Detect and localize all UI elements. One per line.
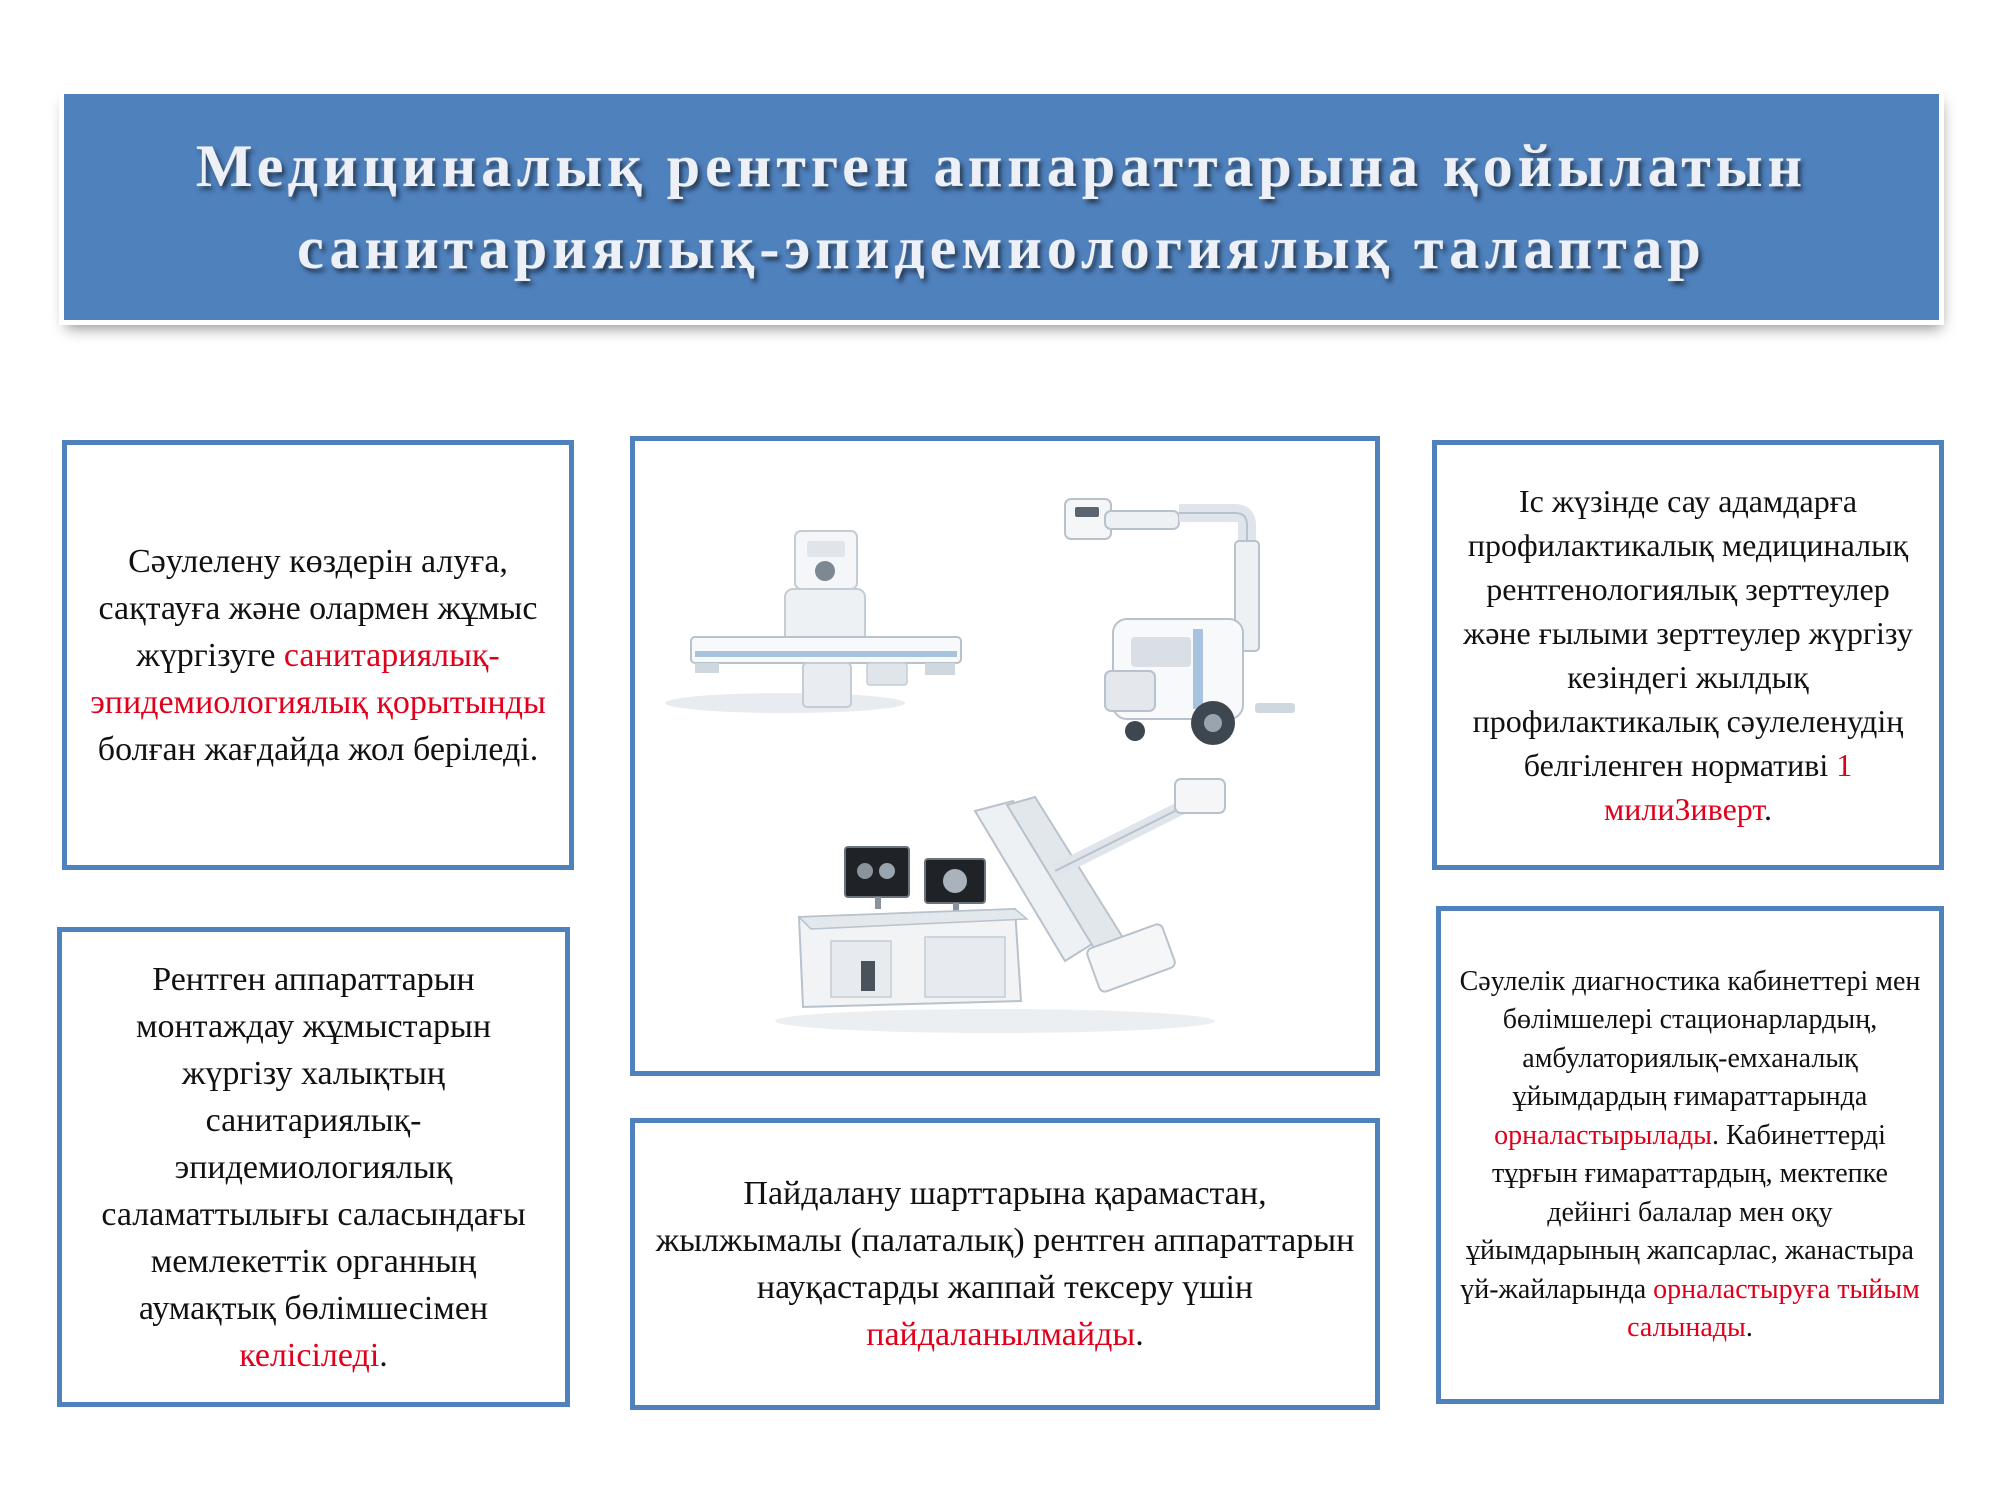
page-title-line-1: Медициналық рентген аппараттарына қойылатын xyxy=(195,133,1808,199)
highlight-text: санитариялық-эпидемиологиялық қорытынды xyxy=(90,636,546,721)
info-box-permit xyxy=(62,440,574,870)
info-box-permit-text xyxy=(85,538,551,773)
text-segment: Рентген аппараттарын монтаждау жұмыстарын жүргізу халықтың санитариялық-эпидемиологиялық саламаттылығы саласындағы мемлекеттік органның аумақтық бөлімшесімен xyxy=(101,960,526,1327)
text-segment: . xyxy=(1763,791,1772,827)
info-box-installation xyxy=(57,927,570,1407)
info-box-dose-norm-text xyxy=(1455,479,1921,831)
text-segment: . xyxy=(1135,1316,1144,1353)
highlight-text: орналастырылады xyxy=(1494,1119,1712,1151)
text-segment: Пайдалану шарттарына қарамастан, жылжымалы (палаталық) рентген аппараттарын науқастарды жаппай тексеру үшін xyxy=(655,1175,1355,1306)
info-box-placement xyxy=(1436,906,1944,1404)
page-title-line-2: санитариялық-эпидемиологиялық талаптар xyxy=(297,215,1706,281)
text-segment: болған жағдайда жол беріледі. xyxy=(97,730,539,768)
info-box-mobile-units-text xyxy=(653,1170,1357,1358)
info-box-dose-norm xyxy=(1432,440,1944,870)
xray-workstation-icon xyxy=(775,779,1225,1033)
title-banner xyxy=(64,94,1939,320)
info-box-installation-text xyxy=(80,956,547,1379)
highlight-text: пайдаланылмайды xyxy=(866,1316,1136,1353)
text-segment: . xyxy=(1745,1312,1753,1343)
highlight-text: 1 милиЗиверт xyxy=(1604,747,1853,827)
mobile-xray-unit-icon xyxy=(1065,499,1295,745)
text-segment: . Кабинеттерді тұрғын ғимараттардың, мектепке дейінгі балалар мен оқу ұйымдарының жапсарлас, жанастыра үй-жайларында xyxy=(1460,1119,1914,1305)
info-box-mobile-units xyxy=(630,1118,1380,1410)
fluoroscopy-table-icon xyxy=(665,531,961,713)
text-segment: Сәулелену көздерін алуға, сақтауға және олармен жұмыс жүргізуге xyxy=(98,542,538,674)
highlight-text: келісіледі xyxy=(239,1336,380,1374)
text-segment: Сәулелік диагностика кабинеттері мен бөлімшелері стационарлардың, амбулаториялық-емханалық ұйымдардың ғимараттарында xyxy=(1459,965,1921,1112)
highlight-text: орналастыруға тыйым салынады xyxy=(1627,1273,1920,1343)
text-segment: . xyxy=(379,1336,388,1374)
text-segment: Іс жүзінде сау адамдарға профилактикалық медициналық рентгенологиялық зерттеулер және ғылыми зерттеулер жүргізу кезіндегі жылдық профилактикалық сәулеленудің белгіленген нормативі xyxy=(1463,483,1913,783)
equipment-image-panel xyxy=(630,436,1380,1076)
info-box-placement-text xyxy=(1459,963,1921,1348)
equipment-illustration xyxy=(635,441,1375,1071)
